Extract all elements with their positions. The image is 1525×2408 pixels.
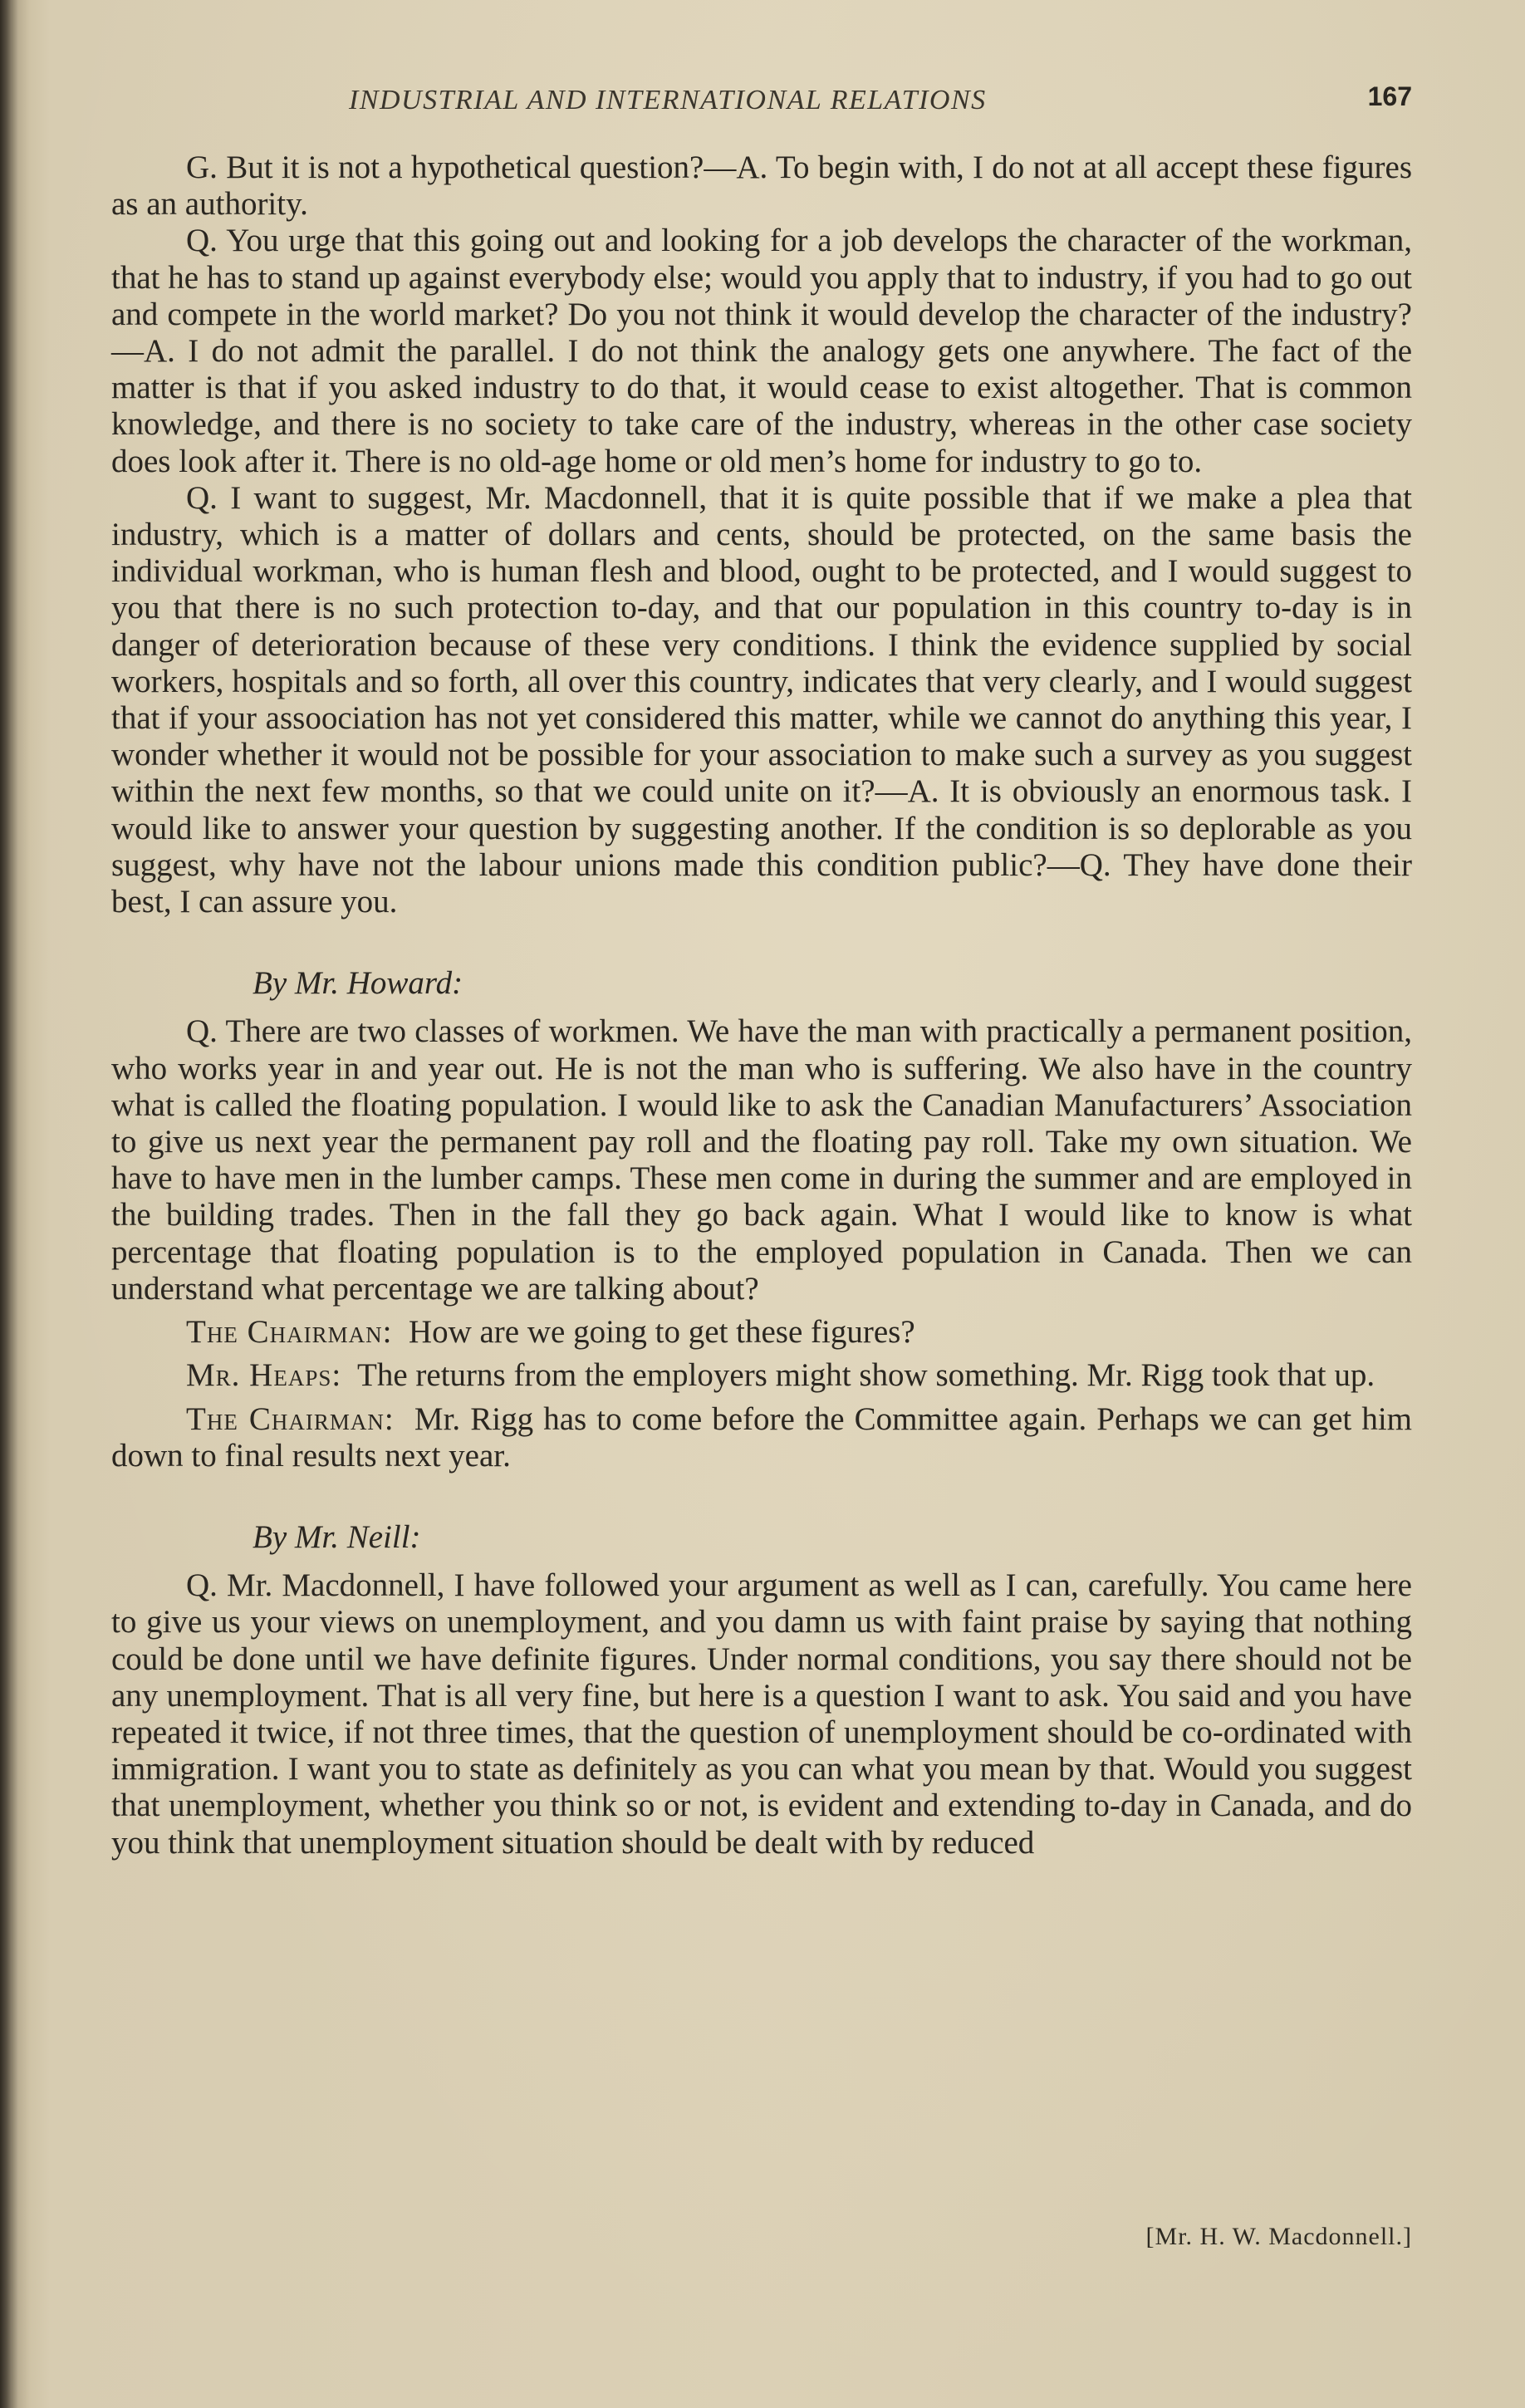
paragraph: Q. You urge that this going out and looking for a job develops the character of the workman, that he has to stand up against everybody else; would you apply that to industry, if you had to go out and compete in the world market? Do you not think it would develop the character of the industry?—A. I do not admit the parallel. I do not think the analogy gets one anywhere. The fact of the matter is that if you asked industry to do that, it would cease to exist altogether. That is common knowledge, and there is no society to take care of the industry, whereas in the other case society does look after it. There is no old-age home or old men’s home for industry to go to. [111,223,1412,479]
book-spine-shadow [0,0,12,2408]
speaker-paragraph [111,1357,1412,1394]
speaker-name: The Chairman: [186,1400,395,1437]
speaker-name: The Chairman: [186,1314,393,1351]
page-number: 167 [1367,81,1412,111]
paragraph: Q. There are two classes of workmen. We have the man with practically a permanent position, who works year in and year out. He is not the man who is suffering. We also have in the country what is called the floating population. I would like to ask the Canadian Manufacturers’ Association to give us next year the permanent pay roll and the floating pay roll. Take my own situation. We have to have men in the lumber camps. These men come in during the summer and are employed in the building trades. Then in the fall they go back again. What I would like to know is what percentage that floating population is to the employed population in Canada. Then we can understand what percentage we are talking about? [111,1013,1412,1307]
running-head: INDUSTRIAL AND INTERNATIONAL RELATIONS [349,85,987,115]
speaker-text: The returns from the employers might show something. Mr. Rigg took that up. [357,1357,1375,1394]
speaker-text: How are we going to get these figures? [408,1314,915,1351]
witness-attribution: [Mr. H. W. Macdonnell.] [1145,2223,1412,2250]
speaker-paragraph [111,1314,1412,1351]
speaker-paragraph [111,1401,1412,1474]
page-body [111,150,1412,1861]
paragraph: Q. Mr. Macdonnell, I have followed your argument as well as I can, carefully. You came here to give us your views on unemployment, and you damn us with faint praise by saying that nothing could be done until we have definite figures. Under normal conditions, you say there should not be any unemployment. That is all very fine, but here is a question I want to ask. You said and you have repeated it twice, if not three times, that the question of unemployment should be co-ordinated with immigration. I want you to state as definitely as you can what you mean by that. Would you suggest that unemployment, whether you think so or not, is evident and extending to-day in Canada, and do you think that unemployment situation should be dealt with by reduced [111,1567,1412,1861]
paragraph: Q. I want to suggest, Mr. Macdonnell, that it is quite possible that if we make a plea that industry, which is a matter of dollars and cents, should be protected, on the same basis the individual workman, who is human flesh and blood, ought to be protected, and I would suggest to you that there is no such protection to-day, and that our population in this country to-day is in danger of deterioration because of these very conditions. I think the evidence supplied by social workers, hospitals and so forth, all over this country, indicates that very clearly, and I would suggest that if your assoociation has not yet considered this matter, while we cannot do anything this year, I wonder whether it would not be possible for your association to make such a survey as you suggest within the next few months, so that we could unite on it?—A. It is obviously an enormous task. I would like to answer your question by suggesting another. If the condition is so deplorable as you suggest, why have not the labour unions made this condition public?—Q. They have done their best, I can assure you. [111,479,1412,920]
speaker-name: Mr. Heaps: [186,1357,342,1394]
speaker-text: Mr. Rigg has to come before the Committee again. Perhaps we can get him down to final results next year. [111,1400,1413,1474]
paragraph: G. But it is not a hypothetical question?—A. To begin with, I do not at all accept these figures as an authority. [111,150,1412,223]
page-header [349,80,1412,130]
examiner-heading-howard: By Mr. Howard: [253,965,463,1002]
examiner-heading-neill: By Mr. Neill: [253,1518,421,1555]
